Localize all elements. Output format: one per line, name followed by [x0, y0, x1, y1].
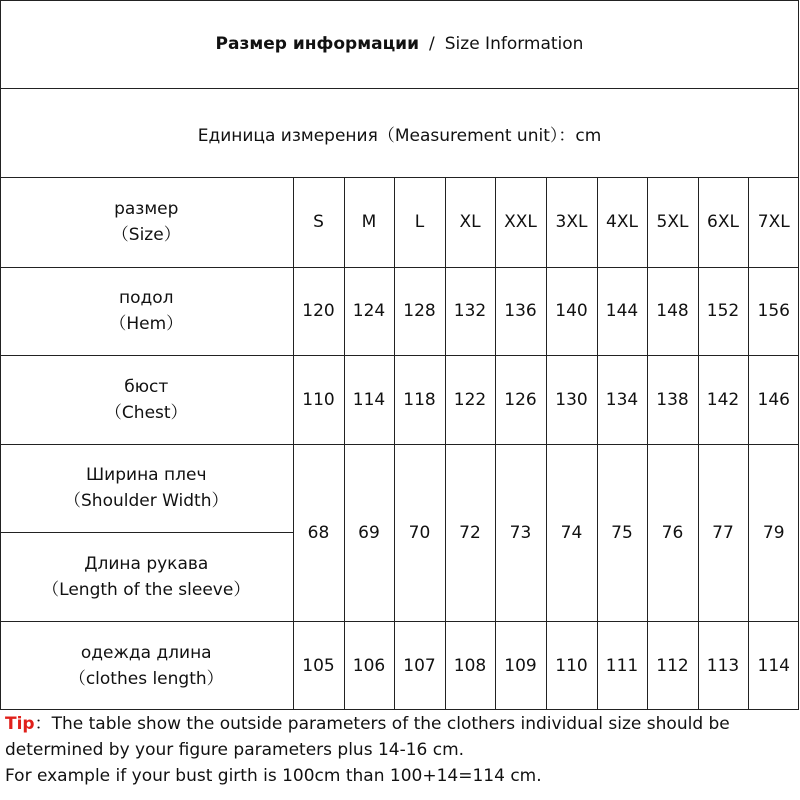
hem-value-cell: 152	[698, 267, 748, 355]
row-label-size	[0, 178, 293, 267]
hem-value-cell: 132	[445, 267, 495, 355]
hem-value-cell: 144	[597, 267, 647, 355]
length-value-cell: 112	[647, 621, 698, 710]
title-separator: /	[429, 34, 435, 54]
page-title	[0, 0, 799, 89]
row-label-length	[0, 621, 293, 710]
length-value-cell: 107	[394, 621, 445, 710]
row-label-hem	[0, 267, 293, 355]
tip-line-2: determined by your figure parameters plus 14-16 cm.	[5, 740, 465, 760]
length-value-cell: 110	[546, 621, 597, 710]
length-value-cell: 114	[748, 621, 799, 710]
shoulder-sleeve-value-cell: 68	[293, 444, 344, 621]
shoulder-sleeve-value-cell: 76	[647, 444, 698, 621]
size-header-cell: 3XL	[546, 178, 597, 267]
size-header-cell: M	[344, 178, 394, 267]
shoulder-sleeve-value-cell: 74	[546, 444, 597, 621]
size-table	[0, 178, 799, 710]
chest-value-cell: 122	[445, 355, 495, 444]
tip-text-1: ：The table show the outside parameters of the clothers individual size should be	[34, 714, 730, 734]
row-label-en: （Hem）	[109, 314, 184, 334]
chest-value-cell: 130	[546, 355, 597, 444]
table-row	[0, 178, 799, 267]
hem-value-cell: 128	[394, 267, 445, 355]
row-label-ru: размер	[114, 199, 179, 220]
tip-line-3: For example if your bust girth is 100cm than 100+14=114 cm.	[5, 766, 542, 786]
measurement-unit	[0, 89, 799, 178]
chest-value-cell: 142	[698, 355, 748, 444]
tip-note	[5, 711, 795, 789]
shoulder-sleeve-value-cell: 72	[445, 444, 495, 621]
length-value-cell: 105	[293, 621, 344, 710]
length-value-cell: 108	[445, 621, 495, 710]
row-label-ru: Ширина плеч	[86, 465, 207, 485]
hem-value-cell: 140	[546, 267, 597, 355]
row-label-ru: подол	[118, 288, 174, 308]
row-label-en: （Shoulder Width）	[64, 491, 229, 511]
hem-value-cell: 120	[293, 267, 344, 355]
row-label-en: （Chest）	[104, 402, 188, 423]
length-value-cell: 106	[344, 621, 394, 710]
row-label-en: （Length of the sleeve）	[42, 579, 251, 600]
length-value-cell: 113	[698, 621, 748, 710]
measurement-unit-text: Единица измерения（Measurement unit）：cm	[197, 125, 602, 146]
title-ru: Размер информации	[215, 34, 420, 54]
shoulder-sleeve-value-cell: 73	[495, 444, 546, 621]
row-label-ru: одежда длина	[80, 642, 212, 663]
chest-value-cell: 114	[344, 355, 394, 444]
tip-key: Tip	[5, 714, 35, 734]
chest-value-cell: 134	[597, 355, 647, 444]
size-header-cell: 4XL	[597, 178, 647, 267]
row-label-sleeve	[0, 532, 293, 621]
hem-value-cell: 148	[647, 267, 698, 355]
row-label-ru: Длина рукава	[84, 553, 209, 574]
shoulder-sleeve-value-cell: 70	[394, 444, 445, 621]
chest-value-cell: 118	[394, 355, 445, 444]
row-label-ru: бюст	[124, 376, 169, 397]
length-value-cell: 109	[495, 621, 546, 710]
size-header-cell: XL	[445, 178, 495, 267]
shoulder-sleeve-value-cell: 77	[698, 444, 748, 621]
size-header-cell: 6XL	[698, 178, 748, 267]
shoulder-sleeve-value-cell: 69	[344, 444, 394, 621]
size-header-cell: S	[293, 178, 344, 267]
size-header-cell: XXL	[495, 178, 546, 267]
row-label-en: （Size）	[111, 225, 181, 246]
chest-value-cell: 110	[293, 355, 344, 444]
size-header-cell: 5XL	[647, 178, 698, 267]
row-label-shoulder	[0, 444, 293, 532]
row-label-chest	[0, 355, 293, 444]
row-label-en: （clothes length）	[68, 668, 224, 689]
table-row	[0, 355, 799, 444]
shoulder-sleeve-value-cell: 79	[748, 444, 799, 621]
size-header-cell: L	[394, 178, 445, 267]
chest-value-cell: 138	[647, 355, 698, 444]
table-row	[0, 267, 799, 355]
hem-value-cell: 156	[748, 267, 799, 355]
table-row	[0, 444, 799, 532]
size-header-cell: 7XL	[748, 178, 799, 267]
title-en: Size Information	[444, 34, 584, 54]
chest-value-cell: 146	[748, 355, 799, 444]
hem-value-cell: 136	[495, 267, 546, 355]
tip-line-1	[5, 711, 795, 737]
table-row	[0, 621, 799, 710]
length-value-cell: 111	[597, 621, 647, 710]
chest-value-cell: 126	[495, 355, 546, 444]
shoulder-sleeve-value-cell: 75	[597, 444, 647, 621]
hem-value-cell: 124	[344, 267, 394, 355]
